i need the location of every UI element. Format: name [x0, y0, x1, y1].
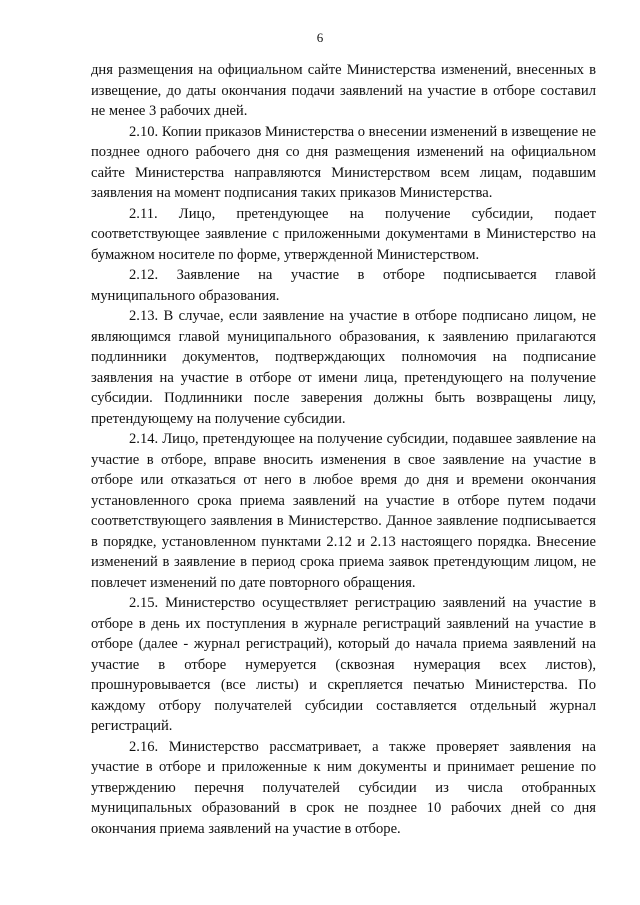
- paragraph-2-12: 2.12. Заявление на участие в отборе подписывается главой муниципального образования.: [91, 267, 596, 304]
- paragraph-2-16: 2.16. Министерство рассматривает, а также проверяет заявления на участие в отборе и приложенные к ним документы и принимает решение по утверждению перечня получателей субсидии из числа отобранных муниципальных образований в срок не позднее 10 рабочих дней со дня окончания приема заявлений на участие в отборе.: [91, 738, 596, 837]
- paragraph-2-14: 2.14. Лицо, претендующее на получение субсидии, подавшее заявление на участие в отборе, вправе вносить изменения в свое заявление на участие в отборе или отказаться от него в любое время до дня и времени окончания установленного срока приема заявлений на участие в отборе путем подачи соответствующего заявления в Министерство. Данное заявление подписывается в порядке, установленном пунктами 2.12 и 2.13 настоящего порядка. Внесение изменений в заявление в период срока приема заявок претендующим лицом, не повлечет изменений по дате повторного обращения.: [91, 431, 596, 591]
- paragraph-2-11: 2.11. Лицо, претендующее на получение субсидии, подает соответствующее заявление с приложенными документами в Министерство на бумажном носителе по форме, утвержденной Министерством.: [91, 205, 596, 263]
- paragraph-continuation: дня размещения на официальном сайте Министерства изменений, внесенных в извещение, до даты окончания подачи заявлений на участие в отборе составил не менее 3 рабочих дней.: [91, 62, 596, 119]
- paragraph-2-10: 2.10. Копии приказов Министерства о внесении изменений в извещение не позднее одного рабочего дня со дня размещения изменений на официальном сайте Министерства направляются Министерством всем лицам, подавшим заявления на момент подписания таких приказов Министерства.: [91, 123, 596, 201]
- paragraph-2-15: 2.15. Министерство осуществляет регистрацию заявлений на участие в отборе в день их поступления в журнале регистраций заявлений на участие в отборе (далее - журнал регистраций), который до начала приема заявлений на участие в отборе нумеруется (сквозная нумерация всех листов), прошнуровывается (все листы) и скрепляется печатью Министерства. По каждому отбору получателей субсидии составляется отдельный журнал регистраций.: [91, 595, 596, 734]
- page-number: 6: [316, 30, 324, 45]
- document-body: [91, 60, 596, 839]
- paragraph-2-13: 2.13. В случае, если заявление на участие в отборе подписано лицом, не являющимся главой муниципального образования, к заявлению прилагаются подлинники документов, подтверждающих полномочия на подписание заявления на участие в отборе от имени лица, претендующего на получение субсидии. Подлинники после заверения должны быть возвращены лицу, претендующему на получение субсидии.: [91, 308, 596, 427]
